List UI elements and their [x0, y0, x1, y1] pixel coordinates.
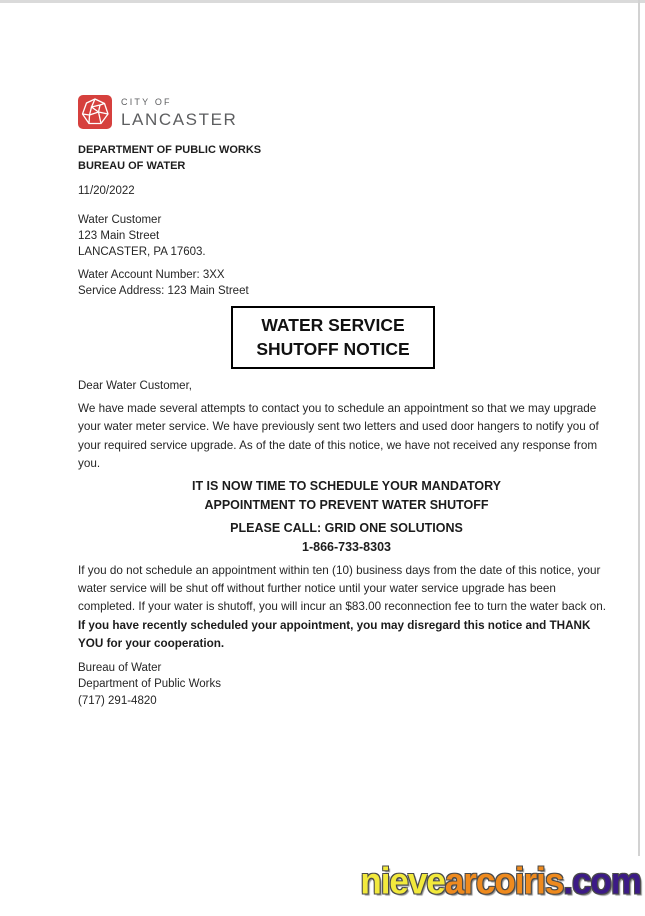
- logo-wordmark: [121, 95, 237, 129]
- logo-city-of-label: CITY OF: [121, 97, 172, 107]
- recipient-street: 123 Main Street: [78, 230, 160, 242]
- cta-line3: PLEASE CALL: GRID ONE SOLUTIONS: [230, 520, 463, 535]
- cta-phone: 1-866-733-8303: [302, 539, 391, 554]
- letter-content: [78, 95, 615, 709]
- letter-date: 11/20/2022: [78, 185, 135, 197]
- signature-bureau: Bureau of Water: [78, 661, 162, 674]
- paragraph2-bold-text: If you have recently scheduled your appointment, you may disregard this notice and THANK YOU for your cooperation.: [78, 618, 591, 651]
- watermark-part3: .com: [563, 860, 641, 902]
- signature-block: [78, 660, 615, 710]
- paragraph2-normal-text: If you do not schedule an appointment within ten (10) business days from the date of this notice, your water service will be shut off without further notice until your water service upgrade has been completed. If your water is shutoff, you will incur an $83.00 reconnection fee to turn the water back on.: [78, 563, 606, 614]
- body-paragraph-1: We have made several attempts to contact you to schedule an appointment so that we may upgrade your water meter service. We have previously sent two letters and used door hangers to notify you of your required service upgrade. As of the date of this notice, we have not received any response from you.: [78, 402, 599, 471]
- body-paragraph-2: [78, 562, 615, 654]
- watermark-part1: nieve: [360, 860, 445, 902]
- recipient-address: [78, 212, 615, 260]
- account-number-line: Water Account Number: 3XX: [78, 269, 225, 281]
- scan-border-top: [0, 0, 645, 3]
- service-address-line: Service Address: 123 Main Street: [78, 285, 249, 297]
- lancaster-logo: [78, 95, 615, 131]
- scan-border-right: [638, 0, 640, 856]
- lancaster-rose-icon: [78, 95, 112, 129]
- recipient-name: Water Customer: [78, 214, 162, 226]
- department-line: DEPARTMENT OF PUBLIC WORKS: [78, 144, 262, 156]
- watermark-part2: arcoiris: [444, 860, 564, 902]
- notice-box-line2: SHUTOFF NOTICE: [256, 339, 410, 359]
- cta-line2: APPOINTMENT TO PREVENT WATER SHUTOFF: [204, 497, 489, 512]
- signature-phone: (717) 291-4820: [78, 694, 157, 707]
- cta-block: [78, 477, 615, 557]
- recipient-city: LANCASTER, PA 17603.: [78, 246, 206, 258]
- shutoff-notice-box: [231, 306, 435, 369]
- bureau-line: BUREAU OF WATER: [78, 160, 186, 172]
- watermark: [360, 861, 641, 903]
- signature-department: Department of Public Works: [78, 678, 221, 691]
- salutation: Dear Water Customer,: [78, 380, 192, 392]
- notice-box-line1: WATER SERVICE: [261, 315, 405, 335]
- cta-line1: IT IS NOW TIME TO SCHEDULE YOUR MANDATORY: [191, 478, 502, 493]
- account-info: [78, 267, 615, 299]
- logo-city-name-label: LANCASTER: [121, 110, 238, 129]
- letterhead-department: [78, 142, 615, 174]
